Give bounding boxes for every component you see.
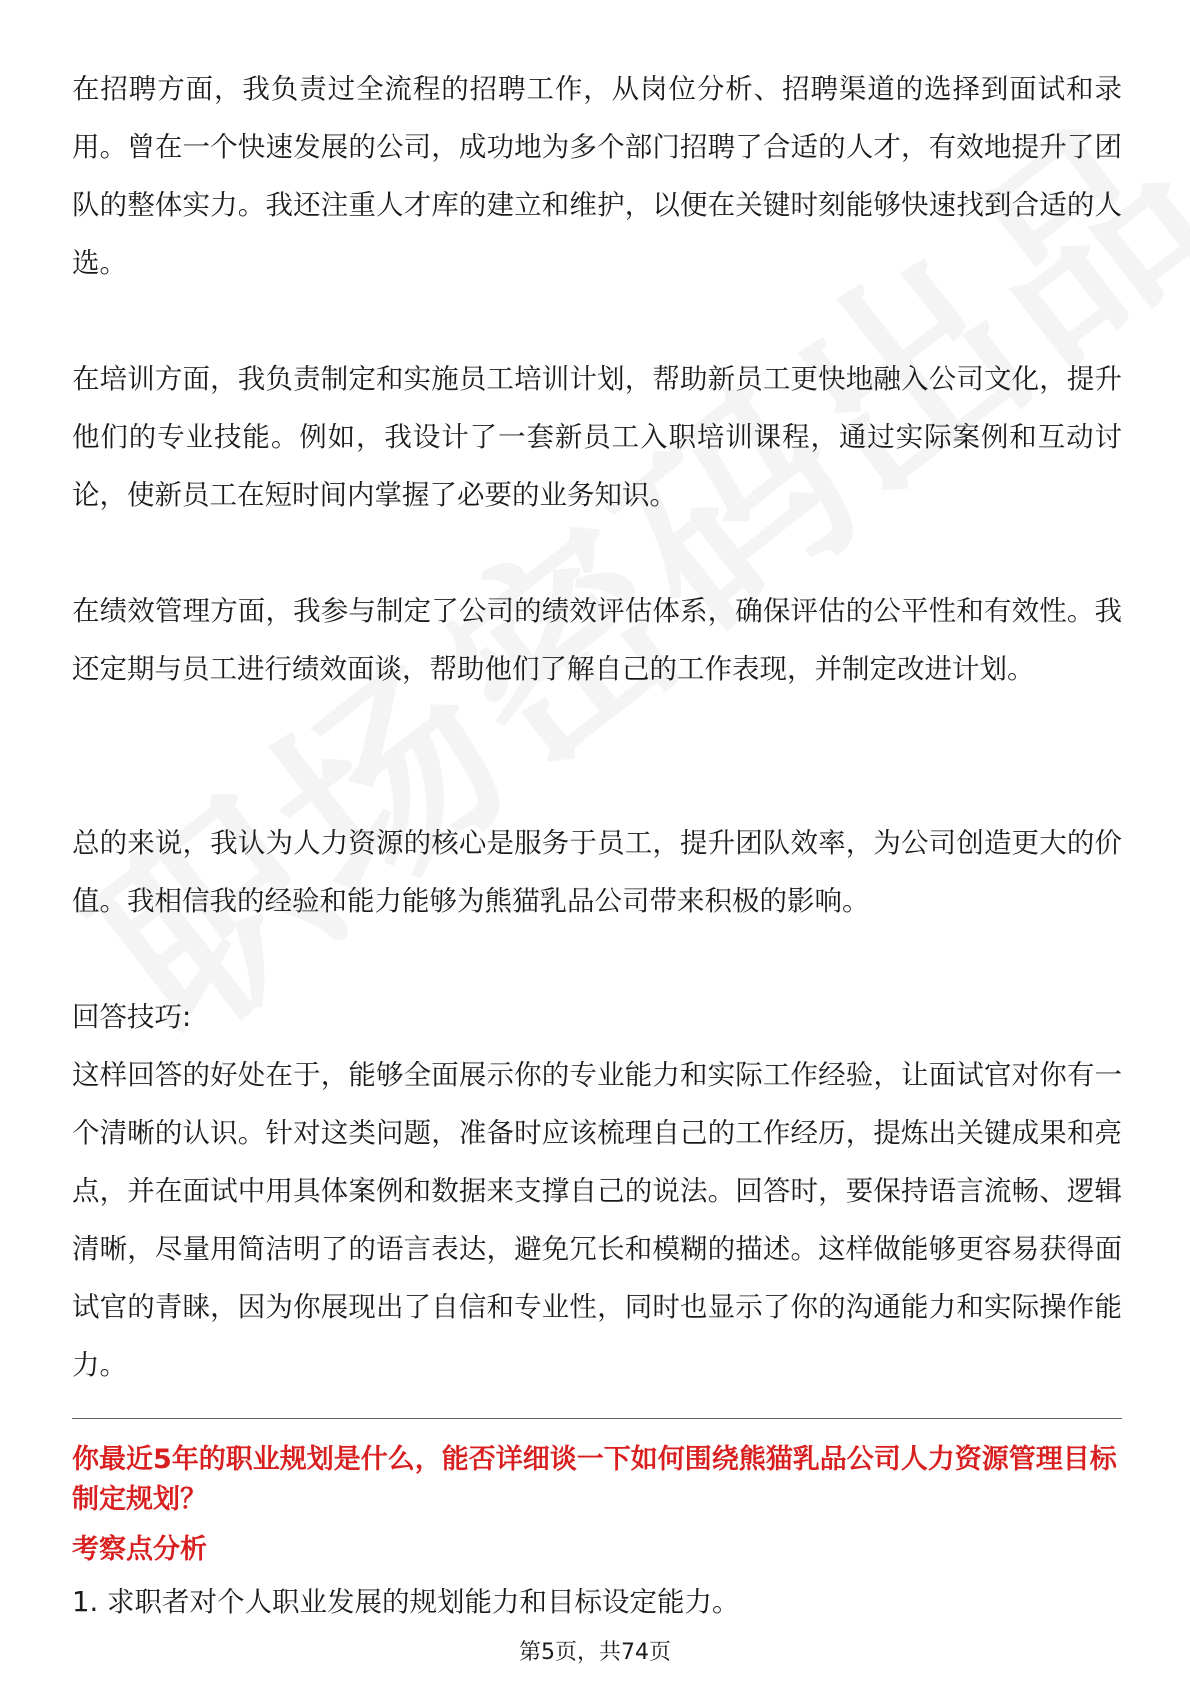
page-number: 第5页，共74页 bbox=[519, 1640, 671, 1665]
paragraph-performance: 在绩效管理方面，我参与制定了公司的绩效评估体系，确保评估的公平性和有效性。我还定期与员工进行绩效面谈，帮助他们了解自己的工作表现，并制定改进计划。 bbox=[72, 595, 1122, 685]
paragraph-recruitment: 在招聘方面，我负责过全流程的招聘工作，从岗位分析、招聘渠道的选择到面试和录用。曾在一个快速发展的公司，成功地为多个部门招聘了合适的人才，有效地提升了团队的整体实力。我还注重人才库的建立和维护，以便在关键时刻能够快速找到合适的人选。 bbox=[72, 73, 1122, 279]
paragraph-summary: 总的来说，我认为人力资源的核心是服务于员工，提升团队效率，为公司创造更大的价值。我相信我的经验和能力能够为熊猫乳品公司带来积极的影响。 bbox=[72, 827, 1122, 917]
question-title: 你最近5年的职业规划是什么，能否详细谈一下如何围绕熊猫乳品公司人力资源管理目标制定规划？ bbox=[72, 1444, 1117, 1515]
tips-body: 这样回答的好处在于，能够全面展示你的专业能力和实际工作经验，让面试官对你有一个清晰的认识。针对这类问题，准备时应该梳理自己的工作经历，提炼出关键成果和亮点，并在面试中用具体案例和数据来支撑自己的说法。回答时，要保持语言流畅、逻辑清晰，尽量用简洁明了的语言表达，避免冗长和模糊的描述。这样做能够更容易获得面试官的青睐，因为你展现出了自信和专业性，同时也显示了你的沟通能力和实际操作能力。 bbox=[72, 1059, 1122, 1381]
analysis-point: 1. 求职者对个人职业发展的规划能力和目标设定能力。 bbox=[72, 1586, 740, 1618]
paragraph-training: 在培训方面，我负责制定和实施员工培训计划，帮助新员工更快地融入公司文化，提升他们的专业技能。例如，我设计了一套新员工入职培训课程，通过实际案例和互动讨论，使新员工在短时间内掌握了必要的业务知识。 bbox=[72, 363, 1122, 511]
analysis-heading: 考察点分析 bbox=[72, 1534, 207, 1565]
tips-label: 回答技巧: bbox=[72, 1001, 192, 1033]
section-divider bbox=[72, 1418, 1122, 1419]
